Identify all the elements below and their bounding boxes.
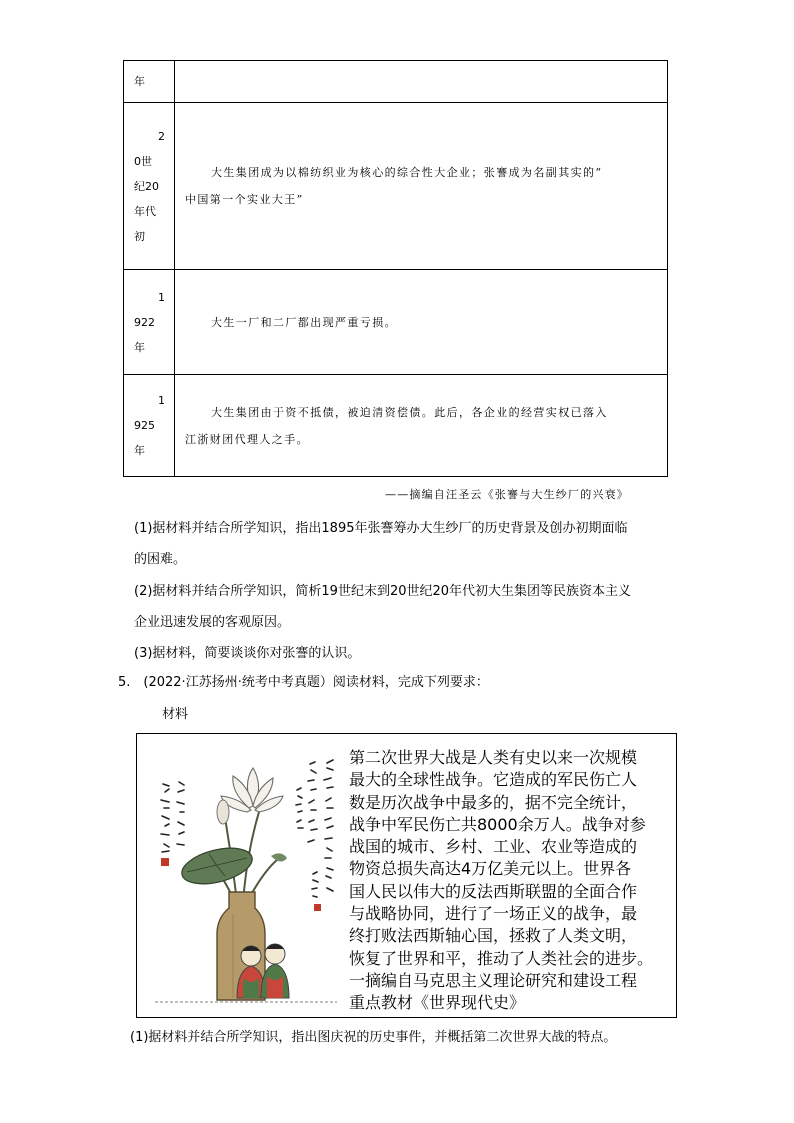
year-line: 922 [134, 315, 155, 329]
year-line: 1 [158, 394, 165, 407]
event-cell [175, 103, 668, 270]
year-line: 年 [134, 75, 145, 88]
year-line: 925 [134, 419, 155, 432]
material-text-line: 恢复了世界和平，推动了人类社会的进步。 [349, 948, 654, 968]
source-citation: ——摘编自汪圣云《张謇与大生纱厂的兴衰》 [385, 488, 629, 501]
year-line: 纪20 [134, 179, 159, 193]
table-row [124, 61, 668, 103]
event-cell [175, 270, 668, 375]
event-text-line: 江浙财团代理人之手。 [185, 432, 309, 446]
year-cell [124, 61, 175, 103]
year-line: 1 [158, 290, 165, 304]
material-text-line: 重点教材《世界现代史》 [349, 993, 526, 1013]
material-text-line: 国人民以伟大的反法西斯联盟的全面合作 [349, 881, 638, 901]
material-text-line: 战国的城市、乡村、工业、农业等造成的 [349, 837, 638, 857]
material-text-line: 战争中军民伤亡共8000余万人。战争对参 [349, 814, 646, 834]
material-text-line: 物资总损失高达4万亿美元以上。世界各 [349, 859, 632, 879]
material-text-line: 数是历次战争中最多的，据不完全统计， [349, 792, 638, 812]
event-cell [175, 375, 668, 477]
table-row [124, 270, 668, 375]
year-line: 年 [134, 340, 145, 354]
seal-stamp-left [161, 858, 169, 866]
problem-5-header: 5. (2022·江苏扬州·统考中考真题）阅读材料，完成下列要求： [118, 675, 489, 690]
material-text-line: 第二次世界大战是人类有史以来一次规模 [349, 748, 638, 767]
year-line: 年 [134, 444, 145, 457]
year-line: 2 [158, 129, 165, 143]
material-text-line: 终打败法西斯轴心国，拯救了人类文明， [349, 926, 638, 946]
material-text [349, 747, 669, 1015]
year-line: 初 [134, 229, 145, 243]
question-2-line-1: (2)据材料并结合所学知识，简析19世纪末到20世纪20年代初大生集团等民族资本主义 [134, 584, 632, 599]
celebration-painting [151, 742, 341, 1012]
problem-5-question-1: (1)据材料并结合所学知识，指出图庆祝的历史事件，并概括第二次世界大战的特点。 [130, 1030, 617, 1045]
year-line: 年代 [134, 204, 156, 218]
event-text-line: 大生一厂和二厂都出现严重亏损。 [211, 315, 397, 329]
year-line: 0世 [134, 154, 152, 168]
question-1-line-2: 的困难。 [134, 552, 187, 567]
table-row [124, 103, 668, 270]
event-text-line: 大生集团由于资不抵债，被迫清资偿债。此后，各企业的经营实权已落入 [211, 405, 608, 419]
year-cell [124, 103, 175, 270]
event-text-line: 大生集团成为以棉纺织业为核心的综合性大企业；张謇成为名副其实的“ [211, 166, 603, 179]
material-text-line: 一摘编自马克思主义理论研究和建设工程 [349, 970, 638, 990]
material-text-line: 最大的全球性战争。它造成的军民伤亡人 [349, 770, 638, 790]
year-cell [124, 270, 175, 375]
question-2-line-2: 企业迅速发展的客观原因。 [134, 615, 291, 630]
event-cell [175, 61, 668, 103]
timeline-table [123, 60, 668, 477]
question-3: (3)据材料，简要谈谈你对张謇的认识。 [134, 646, 361, 661]
year-cell [124, 375, 175, 477]
seal-stamp-right [314, 904, 321, 911]
event-text-line: 中国第一个实业大王” [185, 193, 304, 206]
material-label: 材料 [162, 707, 189, 722]
material-text-line: 与战略协同，进行了一场正义的战争，最 [349, 904, 638, 924]
question-1-line-1: (1)据材料并结合所学知识，指出1895年张謇筹办大生纱厂的历史背景及创办初期面临 [134, 521, 628, 536]
table-row [124, 375, 668, 477]
material-box [136, 733, 677, 1018]
